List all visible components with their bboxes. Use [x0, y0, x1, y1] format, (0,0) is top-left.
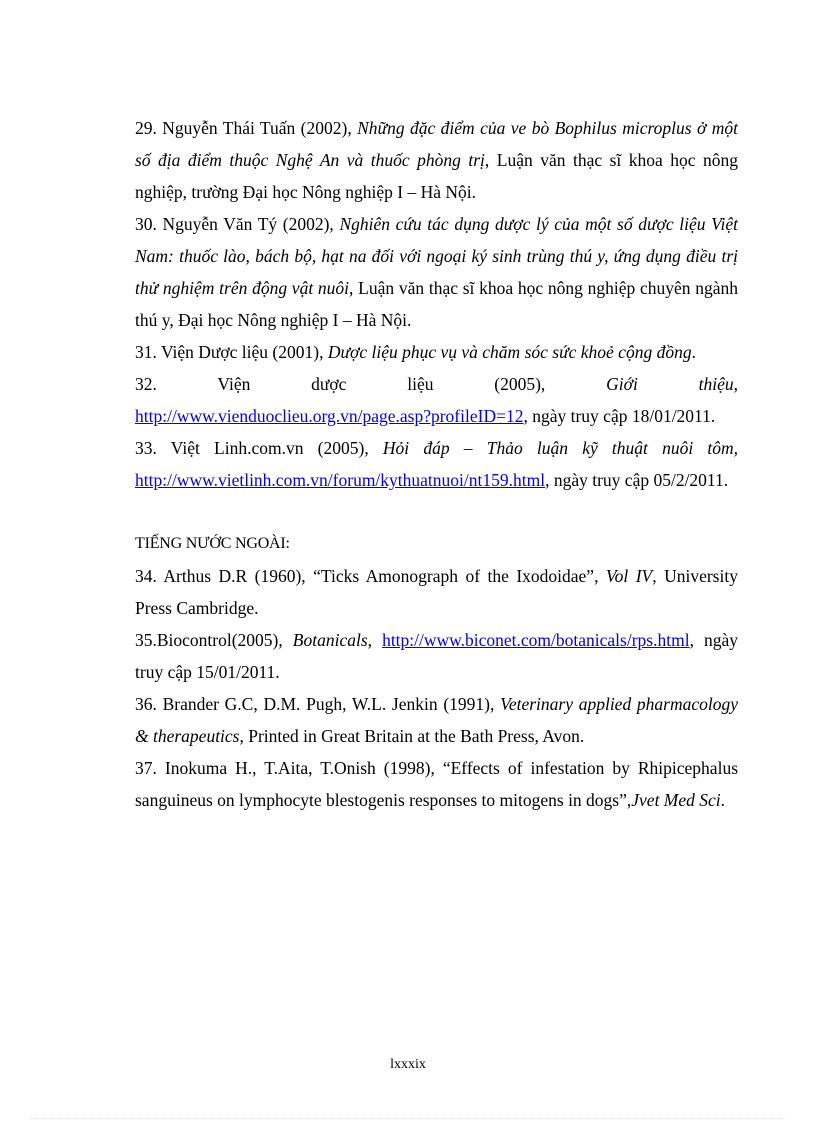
- reference-31: [135, 336, 738, 368]
- reference-author-year: Biocontrol(2005),: [156, 630, 293, 650]
- section-heading-foreign: TIẾNG NƯỚC NGOÀI:: [135, 535, 290, 552]
- reference-author-year: Inokuma H., T.Aita, T.Onish (1998), “Effects of infestation by Rhipicephalus sanguineus on lymphocyte blestogenis responses to mitogens in dogs”,: [135, 758, 739, 810]
- reference-author-year: Arthus D.R (1960), “Ticks Amonograph of the Ixodoidae”,: [163, 566, 606, 586]
- reference-title: Veterinary applied pharmacology & therapeutics: [135, 694, 739, 746]
- reference-29: [135, 112, 738, 208]
- reference-number: 30.: [135, 214, 157, 234]
- page-bottom-divider: [30, 1118, 786, 1119]
- page-number: lxxxix: [390, 1057, 426, 1072]
- reference-37: [135, 752, 738, 816]
- reference-number: 36.: [135, 694, 157, 714]
- reference-number: 31.: [135, 342, 157, 362]
- reference-tail: , University Press Cambridge.: [135, 566, 738, 618]
- reference-30: [135, 208, 738, 336]
- reference-36: [135, 688, 738, 752]
- reference-tail: .: [691, 342, 696, 362]
- reference-title: Jvet Med Sci: [631, 790, 721, 810]
- reference-number: 34.: [135, 566, 157, 586]
- reference-number: 35.: [135, 630, 157, 650]
- reference-number: 37.: [135, 758, 157, 778]
- reference-title: Vol IV: [605, 566, 653, 586]
- reference-author-year: Viện dược liệu (2005),: [217, 374, 607, 394]
- reference-33: [135, 432, 738, 496]
- reference-link[interactable]: http://www.vietlinh.com.vn/forum/kythuatnuoi/nt159.html: [135, 470, 546, 490]
- reference-number: 29.: [135, 118, 157, 138]
- reference-author-year: Nguyễn Văn Tý (2002),: [162, 214, 340, 234]
- reference-number: 33.: [135, 438, 157, 458]
- reference-title: Giới thiệu: [606, 374, 734, 394]
- reference-32: 32. Viện dược liệu (2005), Giới thiệu, http://www.vienduoclieu.org.vn/page.asp?profileID=12, ngày truy cập 18/01/2011.: [135, 374, 738, 426]
- reference-author-year: Việt Linh.com.vn (2005),: [170, 438, 383, 458]
- reference-tail: , Luận văn thạc sĩ khoa học nông nghiệp, trường Đại học Nông nghiệp I – Hà Nội.: [135, 150, 738, 202]
- reference-tail: , Printed in Great Britain at the Bath Press, Avon.: [239, 726, 585, 746]
- reference-list: [135, 112, 738, 816]
- reference-title: Nghiên cứu tác dụng dược lý của một số dược liệu Việt Nam: thuốc lào, bách bộ, hạt na đối với ngoại ký sinh trùng thú y, ứng dụng điều trị thử nghiệm trên động vật nuôi: [135, 214, 738, 298]
- reference-tail: .: [720, 790, 726, 810]
- reference-tail: , Luận văn thạc sĩ khoa học nông nghiệp chuyên ngành thú y, Đại học Nông nghiệp I – Hà Nội.: [135, 278, 738, 330]
- reference-tail: , ngày truy cập 05/2/2011.: [545, 470, 729, 490]
- reference-34: [135, 560, 738, 624]
- reference-link[interactable]: http://www.biconet.com/botanicals/rps.html: [382, 630, 690, 650]
- reference-author-year: Viện Dược liệu (2001),: [160, 342, 328, 362]
- reference-title: Botanicals: [292, 630, 368, 650]
- reference-link[interactable]: http://www.vienduoclieu.org.vn/page.asp?profileID=12: [135, 406, 524, 426]
- reference-title: Hỏi đáp – Thảo luận kỹ thuật nuôi tôm,: [382, 438, 739, 458]
- reference-number: 32.: [135, 374, 157, 394]
- reference-title: Dược liệu phục vụ và chăm sóc sức khoẻ cộng đồng: [327, 342, 692, 362]
- reference-title: Những đặc điểm của ve bò Bophilus microplus ở một số địa điểm thuộc Nghệ An và thuốc phòng trị: [135, 118, 738, 170]
- reference-author-year: Nguyễn Thái Tuấn (2002),: [162, 118, 358, 138]
- reference-tail: , ngày truy cập 18/01/2011.: [523, 406, 716, 426]
- reference-author-year: Brander G.C, D.M. Pugh, W.L. Jenkin (1991),: [162, 694, 501, 714]
- reference-35: 35.Biocontrol(2005), Botanicals, http://www.biconet.com/botanicals/rps.html, ngày truy cập 15/01/2011.: [135, 630, 738, 682]
- reference-tail: , ngày truy cập 15/01/2011.: [135, 630, 738, 682]
